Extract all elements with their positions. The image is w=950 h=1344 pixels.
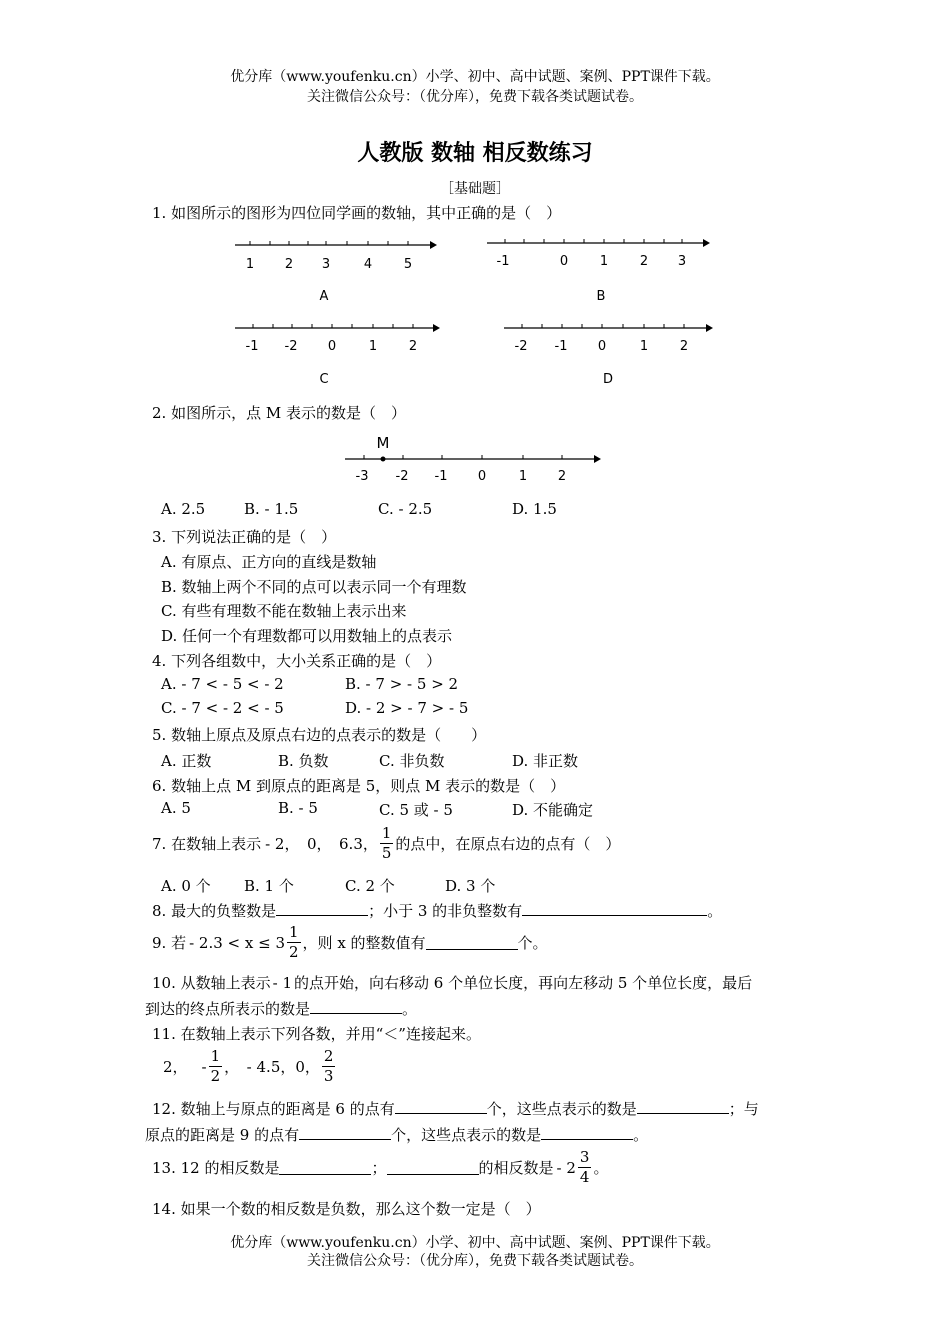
q10-line-1: [152, 972, 752, 993]
q12-text-f: 。: [633, 1126, 649, 1144]
axis-b-label: -1: [496, 254, 510, 269]
q1-number-lines: [0, 230, 950, 400]
q9-frac-den: 2: [289, 943, 299, 961]
q11-f2-den: 3: [323, 1067, 334, 1085]
q1-stem: 1. 如图所示的图形为四位同学画的数轴，其中正确的是（ ）: [152, 204, 562, 222]
axis-b: [487, 239, 710, 304]
footer-line-2: 关注微信公众号：（优分库），免费下载各类试题试卷。: [307, 1253, 643, 1269]
q3-stem: 3. 下列说法正确的是（ ）: [152, 528, 337, 546]
q6-option-d: D. 不能确定: [512, 801, 594, 819]
q2-option-a: A. 2.5: [161, 500, 206, 518]
q5-option-d: D. 非正数: [512, 752, 579, 770]
q4-option-a: A. - 7 < - 5 < - 2: [161, 675, 284, 693]
axis-c-label: -1: [245, 339, 259, 354]
q10-blank[interactable]: [310, 999, 402, 1014]
section-label: ［基础题］: [440, 181, 510, 197]
q11-stem: 11. 在数轴上表示下列各数，并用“＜”连接起来。: [152, 1025, 481, 1043]
axis-d-label: 2: [679, 339, 689, 354]
q4-option-d: D. - 2 > - 7 > - 5: [345, 699, 469, 717]
q2-option-d: D. 1.5: [512, 500, 557, 518]
q12-line-1: [152, 1098, 759, 1119]
q9-pre: 9. 若: [152, 934, 187, 952]
q7-option-a: A. 0 个: [161, 877, 211, 895]
q7-option-d: D. 3 个: [445, 877, 496, 895]
q4-option-b: B. - 7 > - 5 > 2: [345, 675, 459, 693]
q11-fraction-1: [209, 1049, 223, 1084]
axis-a-label: 3: [321, 257, 331, 272]
q11-n1: 2，: [163, 1058, 188, 1076]
q7-nums: - 2， 0， 6.3，: [265, 835, 378, 853]
axis-c-label: 1: [368, 339, 378, 354]
axis-b-label: 3: [677, 254, 687, 269]
q9-ineq: - 2.3 < x ≤ 3: [189, 933, 285, 952]
q5-option-b: B. 负数: [278, 752, 329, 770]
q5-option-a: A. 正数: [161, 752, 212, 770]
q10-text-b: 的点开始，向右移动 6 个单位长度，再向左移动 5 个单位长度，最后: [294, 974, 753, 992]
q7-option-c: C. 2 个: [345, 877, 395, 895]
axis-b-label: 1: [599, 254, 609, 269]
q13-end: 。: [593, 1159, 609, 1177]
q12-blank-1[interactable]: [395, 1099, 487, 1114]
q2-axis-label: -1: [434, 469, 448, 484]
q11-numbers: [163, 1049, 337, 1084]
q2-axis-label: 1: [518, 469, 528, 484]
q11-fraction-2: [322, 1049, 336, 1084]
q11-f1-den: 2: [210, 1067, 221, 1085]
axis-d-label: 0: [597, 339, 607, 354]
axis-a: [235, 241, 437, 304]
q8-blank-1[interactable]: [276, 901, 368, 916]
q5-option-c: C. 非负数: [379, 752, 445, 770]
q13-text-b: ；: [371, 1159, 387, 1177]
q4-stem: 4. 下列各组数中，大小关系正确的是（ ）: [152, 652, 442, 670]
q10-text-a: 10. 从数轴上表示: [152, 974, 271, 992]
q8-blank-2[interactable]: [522, 901, 707, 916]
q10-num: - 1: [272, 974, 293, 992]
axis-a-label: 2: [284, 257, 294, 272]
q8-text-a: 8. 最大的负整数是: [152, 902, 277, 920]
axis-c-label: -2: [284, 339, 298, 354]
q9-line: [152, 925, 548, 960]
q13-neg: - 2: [556, 1158, 576, 1177]
q13-frac-num: 3: [579, 1148, 590, 1166]
point-m-dot: [381, 457, 386, 462]
axis-a-label: 4: [363, 257, 373, 272]
axis-c-label: 2: [408, 339, 418, 354]
q4-option-c: C. - 7 < - 2 < - 5: [161, 699, 284, 717]
q7-stem: [152, 826, 620, 861]
axis-a-label: 1: [245, 257, 255, 272]
q5-stem: 5. 数轴上原点及原点右边的点表示的数是（ ）: [152, 726, 487, 744]
q13-blank-1[interactable]: [279, 1160, 371, 1175]
q12-blank-4[interactable]: [541, 1125, 633, 1140]
q2-option-b: B. - 1.5: [244, 500, 299, 518]
q11-f1-num: 1: [210, 1047, 221, 1065]
q10-line-2: [145, 998, 417, 1019]
q3-option-d: D. 任何一个有理数都可以用数轴上的点表示: [161, 627, 453, 645]
q8-line: [152, 900, 722, 921]
q13-line: [152, 1150, 608, 1185]
q10-text-c: 到达的终点所表示的数是: [145, 1000, 311, 1018]
axis-c-caption: C: [319, 372, 329, 387]
header-line-2: 关注微信公众号：（优分库），免费下载各类试题试卷。: [307, 89, 643, 105]
q9-post: ，则 x 的整数值有: [302, 934, 426, 952]
q11-n2: ， - 4.5，0，: [224, 1058, 320, 1076]
point-m-label: M: [376, 434, 390, 452]
q9-frac-num: 1: [289, 923, 299, 941]
q7-frac-num: 1: [381, 824, 392, 842]
q3-option-c: C. 有些有理数不能在数轴上表示出来: [161, 602, 407, 620]
q12-text-d: 原点的距离是 9 的点有: [145, 1126, 300, 1144]
axis-b-label: 2: [639, 254, 649, 269]
page-title: 人教版 数轴 相反数练习: [357, 140, 593, 166]
q9-end: 个。: [517, 934, 548, 952]
q11-f2-num: 2: [323, 1047, 334, 1065]
q13-text-a: 13. 12 的相反数是: [152, 1159, 280, 1177]
q12-text-a: 12. 数轴上与原点的距离是 6 的点有: [152, 1100, 395, 1118]
q2-stem: 2. 如图所示，点 M 表示的数是（ ）: [152, 404, 406, 422]
q12-line-2: [145, 1124, 648, 1145]
q2-axis-label: 2: [557, 469, 567, 484]
q13-frac-den: 4: [579, 1168, 590, 1186]
axis-d-label: 1: [639, 339, 649, 354]
q7-option-b: B. 1 个: [244, 877, 294, 895]
q7-post: 的点中，在原点右边的点有（ ）: [395, 835, 621, 853]
q12-text-e: 个，这些点表示的数是: [391, 1126, 542, 1144]
axis-b-caption: B: [596, 289, 606, 304]
axis-d-caption: D: [602, 372, 614, 387]
q8-text-b: ；小于 3 的非负整数有: [368, 902, 523, 920]
header-line-1: 优分库（www.youfenku.cn）小学、初中、高中试题、案例、PPT课件下载。: [230, 69, 720, 85]
q8-text-c: 。: [707, 902, 723, 920]
q13-fraction: [578, 1150, 592, 1185]
q3-option-b: B. 数轴上两个不同的点可以表示同一个有理数: [161, 578, 467, 596]
q7-fraction: [380, 826, 394, 861]
q7-pre: 7. 在数轴上表示: [152, 835, 262, 853]
q13-text-c: 的相反数是: [478, 1159, 554, 1177]
q10-text-d: 。: [402, 1000, 418, 1018]
q2-axis-label: 0: [477, 469, 487, 484]
q2-number-line: [330, 430, 620, 490]
axis-d-label: -2: [514, 339, 528, 354]
axis-c: [235, 324, 440, 387]
axis-a-label: 5: [403, 257, 413, 272]
q11-neg: -: [201, 1057, 207, 1076]
q2-axis-label: -2: [395, 469, 409, 484]
q2-axis-label: -3: [355, 469, 369, 484]
q12-text-b: 个，这些点表示的数是: [486, 1100, 637, 1118]
axis-d: [504, 324, 713, 387]
q6-stem: 6. 数轴上点 M 到原点的距离是 5，则点 M 表示的数是（ ）: [152, 777, 566, 795]
q9-blank[interactable]: [426, 935, 518, 950]
q6-option-b: B. - 5: [278, 799, 318, 817]
q12-text-c: ；与: [728, 1100, 759, 1118]
q13-blank-2[interactable]: [387, 1160, 479, 1175]
q9-fraction: [287, 925, 301, 960]
axis-d-label: -1: [554, 339, 568, 354]
q12-blank-2[interactable]: [637, 1099, 729, 1114]
axis-b-label: 0: [559, 254, 569, 269]
q3-option-a: A. 有原点、正方向的直线是数轴: [161, 553, 377, 571]
q12-blank-3[interactable]: [299, 1125, 391, 1140]
q6-option-c: C. 5 或 - 5: [379, 801, 453, 819]
q6-option-a: A. 5: [161, 799, 191, 817]
axis-c-label: 0: [327, 339, 337, 354]
q14-stem: 14. 如果一个数的相反数是负数，那么这个数一定是（ ）: [152, 1200, 541, 1218]
q2-option-c: C. - 2.5: [378, 500, 433, 518]
footer-line-1: 优分库（www.youfenku.cn）小学、初中、高中试题、案例、PPT课件下载。: [230, 1235, 720, 1251]
axis-a-caption: A: [319, 289, 329, 304]
q7-frac-den: 5: [381, 844, 392, 862]
